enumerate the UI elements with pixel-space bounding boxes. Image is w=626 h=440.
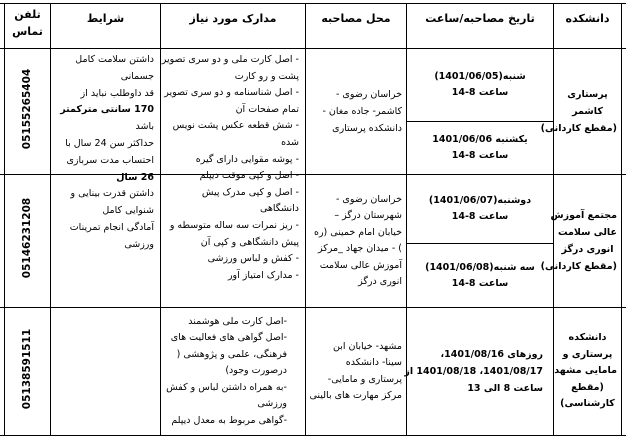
row1-university: پرستاری کاشمر (مقطع کاردانی) bbox=[540, 89, 617, 134]
shared-documents: - اصل کارت ملی و دو سری تصویر پشت و رو کارت - اصل شناسنامه و دو سری تصویر تمام صفحات آن - شش قطعه عکس پشت نویس شده - پوشه مقوایی دارای گیره - اصل و کپی موقت دیپلم - اصل و کپی مدرک پیش دانشگاهی - ریز نمرات سه ساله متوسطه و پیش دانشگاهی و کپی آن - کفش و لباس ورزشی - مدارک امتیاز آور bbox=[161, 54, 299, 281]
row1-location: خراسان رضوی - کاشمر- جاده مغان - دانشکده پرستاری bbox=[322, 89, 402, 134]
row3-phone: 05138591511 bbox=[21, 328, 33, 410]
col-line-6 bbox=[621, 3, 622, 436]
shared-conditions: داشتن سلامت کامل جسمانی قد داوطلب نباید از 170 سانتی مترکمتر باشد حداکثر سن 24 سال با احتساب مدت سربازی 26 سال داشتن قدرت بینایی و شنوایی کامل آمادگی انجام تمرینات ورزشی bbox=[60, 54, 154, 250]
row2-slot-2: سه شنبه(1401/06/08) ساعت 8-14 bbox=[425, 261, 535, 289]
row2-university: مجتمع آموزش عالی سلامت انوری درگز (مقطع کاردانی) bbox=[540, 210, 617, 272]
row1-slot-1: شنبه(1401/06/05) ساعت 8-14 bbox=[434, 71, 526, 98]
table-border-bottom bbox=[0, 435, 626, 436]
header-documents: مدارک مورد نیاز bbox=[189, 11, 277, 25]
header-location: محل مصاحبه bbox=[321, 11, 391, 25]
header-university: دانشکده bbox=[565, 11, 610, 25]
row2-location: خراسان رضوی - شهرستان درگز – خیابان امام خمینی (ره ) - میدان جهاد _مرکز آموزش عالی سلامت انوری درگز bbox=[313, 193, 402, 287]
header-phone: تلفن تماس bbox=[12, 8, 43, 38]
row2-slot-1: دوشنبه(1401/06/07) ساعت 8-14 bbox=[428, 195, 532, 222]
row2-phone: 05146231208 bbox=[21, 197, 33, 279]
row1-slot-2: یکشنبه 1401/06/06 ساعت 8-14 bbox=[432, 134, 528, 161]
row3-slot: روزهای 1401/08/16، 1401/08/17، 1401/08/18 از ساعت 8 الی 13 bbox=[404, 349, 543, 394]
header-datetime: تاریخ مصاحبه/ساعت bbox=[425, 11, 535, 25]
header-conditions: شرایط bbox=[86, 11, 125, 25]
row3-documents: -اصل کارت ملی هوشمند -اصل گواهی های فعالیت های فرهنگی، علمی و پژوهشی ( درصورت وجود) -به همراه داشتن لباس و کفش ورزشی -گواهی مربوط به معدل دیپلم bbox=[166, 316, 287, 426]
col-line-0 bbox=[4, 3, 5, 436]
row3-location: مشهد- خیابان ابن سینا- دانشکده پرستاری و مامایی- مرکز مهارت های بالینی bbox=[309, 340, 402, 401]
row3-university: دانشکده پرستاری و مامایی مشهد (مقطع کارشناسی) bbox=[554, 332, 617, 410]
row1-phone: 05155265404 bbox=[21, 68, 33, 150]
